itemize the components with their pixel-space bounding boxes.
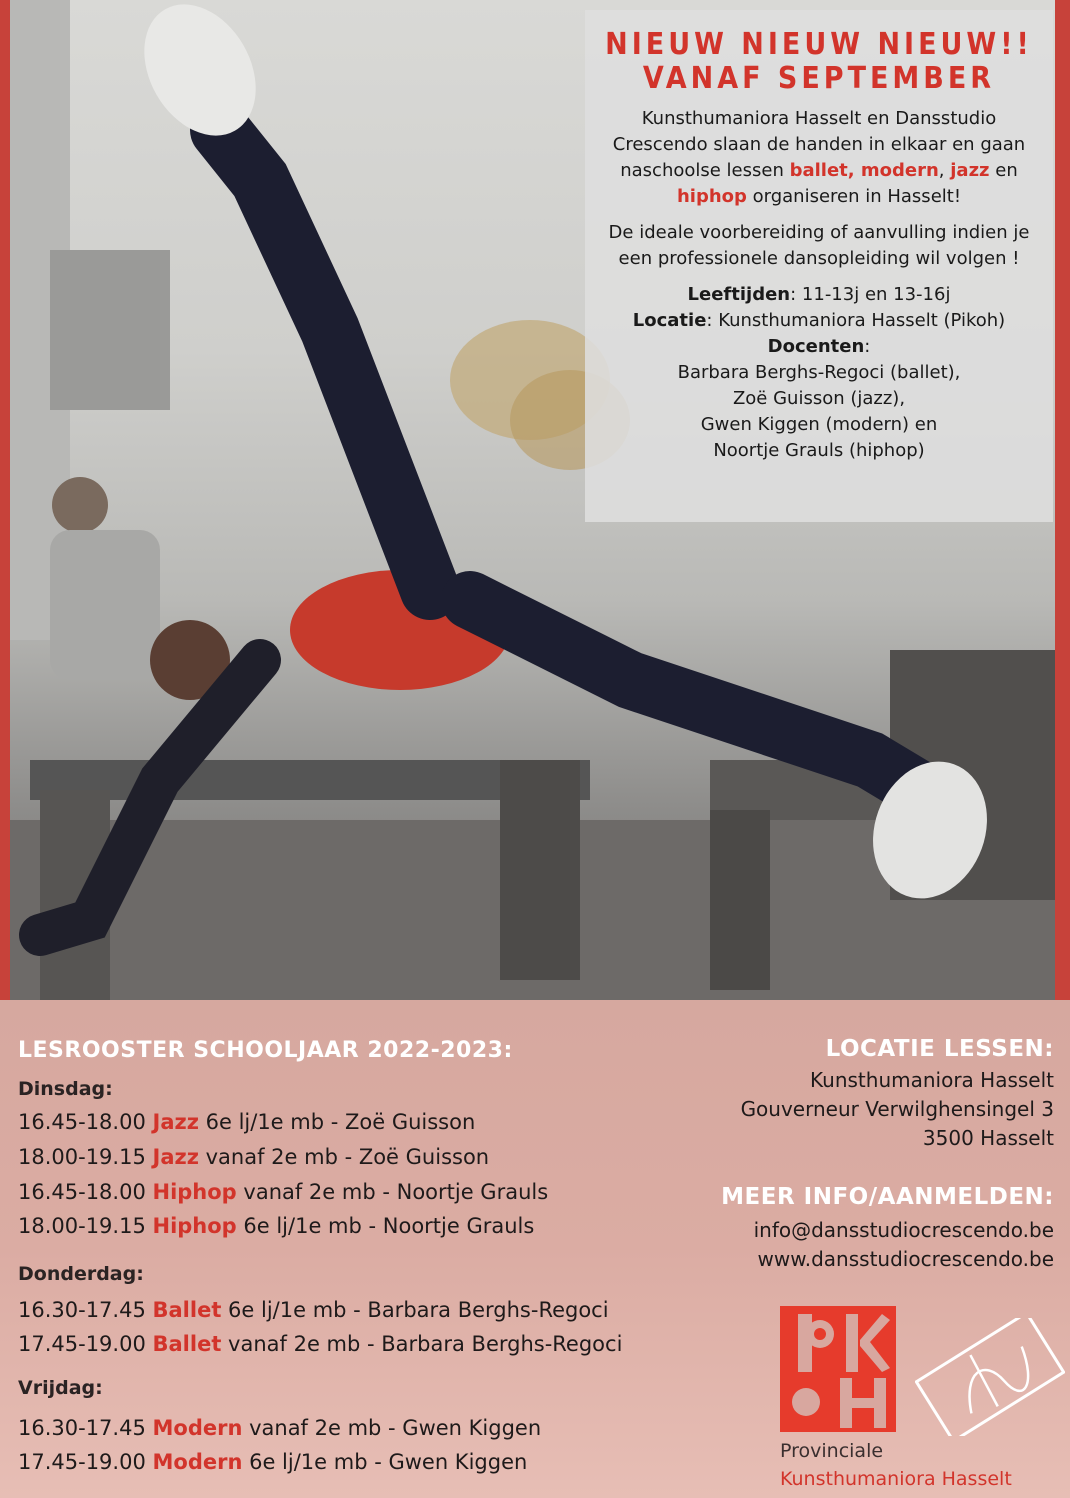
ages-line — [595, 282, 1043, 308]
row-rest: 6e lj/1e mb - Zoë Guisson — [198, 1110, 476, 1134]
teacher-line: Barbara Berghs-Regoci (ballet), — [677, 362, 961, 383]
pkh-logo — [780, 1306, 896, 1436]
row-time: 16.45-18.00 — [18, 1180, 153, 1204]
bottom-panel — [0, 1000, 1070, 1498]
row-style: Jazz — [152, 1110, 199, 1134]
headline-line-1: NIEUW NIEUW NIEUW!! — [605, 27, 1033, 62]
kunsthumaniora-label: Kunsthumaniora Hasselt — [780, 1468, 1012, 1490]
row-rest: vanaf 2e mb - Barbara Berghs-Regoci — [221, 1332, 623, 1356]
pkh-logo-mark — [780, 1306, 896, 1432]
teachers-colon: : — [864, 336, 871, 357]
row-rest: vanaf 2e mb - Gwen Kiggen — [242, 1416, 542, 1440]
row-rest: vanaf 2e mb - Noortje Grauls — [236, 1180, 549, 1204]
schedule-row — [18, 1450, 527, 1474]
info-box — [585, 10, 1053, 522]
row-style: Hiphop — [152, 1214, 237, 1238]
info-title: MEER INFO/AANMELDEN: — [721, 1184, 1054, 1210]
provinciale-label: Provinciale — [780, 1440, 884, 1462]
day-heading-dinsdag: Dinsdag: — [18, 1078, 113, 1100]
row-time: 17.45-19.00 — [18, 1332, 153, 1356]
row-style: Modern — [152, 1416, 243, 1440]
intro-sep-1: , — [847, 160, 861, 181]
ages-value: : 11-13j en 13-16j — [790, 284, 951, 305]
schedule-row — [18, 1298, 609, 1322]
location-line: Gouverneur Verwilghensingel 3 — [740, 1097, 1054, 1121]
row-rest: 6e lj/1e mb - Gwen Kiggen — [242, 1450, 528, 1474]
row-rest: 6e lj/1e mb - Noortje Grauls — [236, 1214, 535, 1238]
headline — [585, 28, 1053, 96]
row-time: 16.30-17.45 — [18, 1416, 153, 1440]
teacher-line: Gwen Kiggen (modern) en — [700, 414, 938, 435]
row-style: Hiphop — [152, 1180, 237, 1204]
location-lessons-title: LOCATIE LESSEN: — [825, 1036, 1054, 1062]
location-line — [595, 308, 1043, 334]
intro-paragraph — [585, 106, 1053, 210]
schedule-row — [18, 1214, 534, 1238]
dansstudio-logo — [915, 1318, 1065, 1440]
intro-hiphop: hiphop — [676, 186, 747, 207]
schedule-title: LESROOSTER SCHOOLJAAR 2022-2023: — [18, 1038, 513, 1063]
row-style: Jazz — [152, 1145, 199, 1169]
info-website[interactable]: www.dansstudiocrescendo.be — [757, 1247, 1054, 1271]
schedule-row — [18, 1145, 489, 1169]
ages-label: Leeftijden — [687, 284, 791, 305]
info-email[interactable]: info@dansstudiocrescendo.be — [753, 1218, 1054, 1242]
day-heading-donderdag: Donderdag: — [18, 1263, 144, 1285]
schedule-row — [18, 1416, 541, 1440]
teacher-line: Noortje Grauls (hiphop) — [713, 440, 925, 461]
row-time: 16.30-17.45 — [18, 1298, 153, 1322]
teachers-label: Docenten — [767, 336, 865, 357]
location-lessons-block — [741, 1036, 1054, 1153]
row-time: 18.00-19.15 — [18, 1214, 153, 1238]
info-block — [721, 1184, 1054, 1274]
day-heading-vrijdag: Vrijdag: — [18, 1377, 103, 1399]
headline-line-2: VANAF SEPTEMBER — [642, 61, 996, 96]
row-time: 17.45-19.00 — [18, 1450, 153, 1474]
intro-modern: modern — [860, 160, 939, 181]
schedule-row — [18, 1110, 475, 1134]
row-rest: 6e lj/1e mb - Barbara Berghs-Regoci — [221, 1298, 609, 1322]
intro-ballet: ballet — [789, 160, 848, 181]
row-time: 16.45-18.00 — [18, 1110, 153, 1134]
details-block — [585, 282, 1053, 464]
location-line: Kunsthumaniora Hasselt — [810, 1068, 1054, 1092]
teachers-heading — [595, 334, 1043, 360]
teacher-line: Zoë Guisson (jazz), — [732, 388, 906, 409]
row-style: Ballet — [152, 1298, 222, 1322]
location-line: 3500 Hasselt — [922, 1126, 1054, 1150]
location-value: : Kunsthumaniora Hasselt (Pikoh) — [706, 310, 1006, 331]
row-style: Ballet — [152, 1332, 222, 1356]
schedule-row — [18, 1180, 548, 1204]
dansstudio-logo-mark — [915, 1318, 1065, 1436]
schedule-row — [18, 1332, 622, 1356]
intro-and: en — [989, 160, 1018, 181]
intro-jazz: jazz — [950, 160, 990, 181]
intro-text-end: organiseren in Hasselt! — [746, 186, 962, 207]
intro-sep-2: , — [938, 160, 951, 181]
intro-text-start: Kunsthumaniora Hasselt en Dansstudio Crescendo slaan de handen in elkaar en gaan naschoolse lessen — [612, 108, 1026, 181]
row-style: Modern — [152, 1450, 243, 1474]
ideal-paragraph: De ideale voorbereiding of aanvulling indien je een professionele dansopleiding wil volgen ! — [608, 222, 1030, 269]
row-time: 18.00-19.15 — [18, 1145, 153, 1169]
row-rest: vanaf 2e mb - Zoë Guisson — [198, 1145, 490, 1169]
location-label: Locatie — [632, 310, 707, 331]
